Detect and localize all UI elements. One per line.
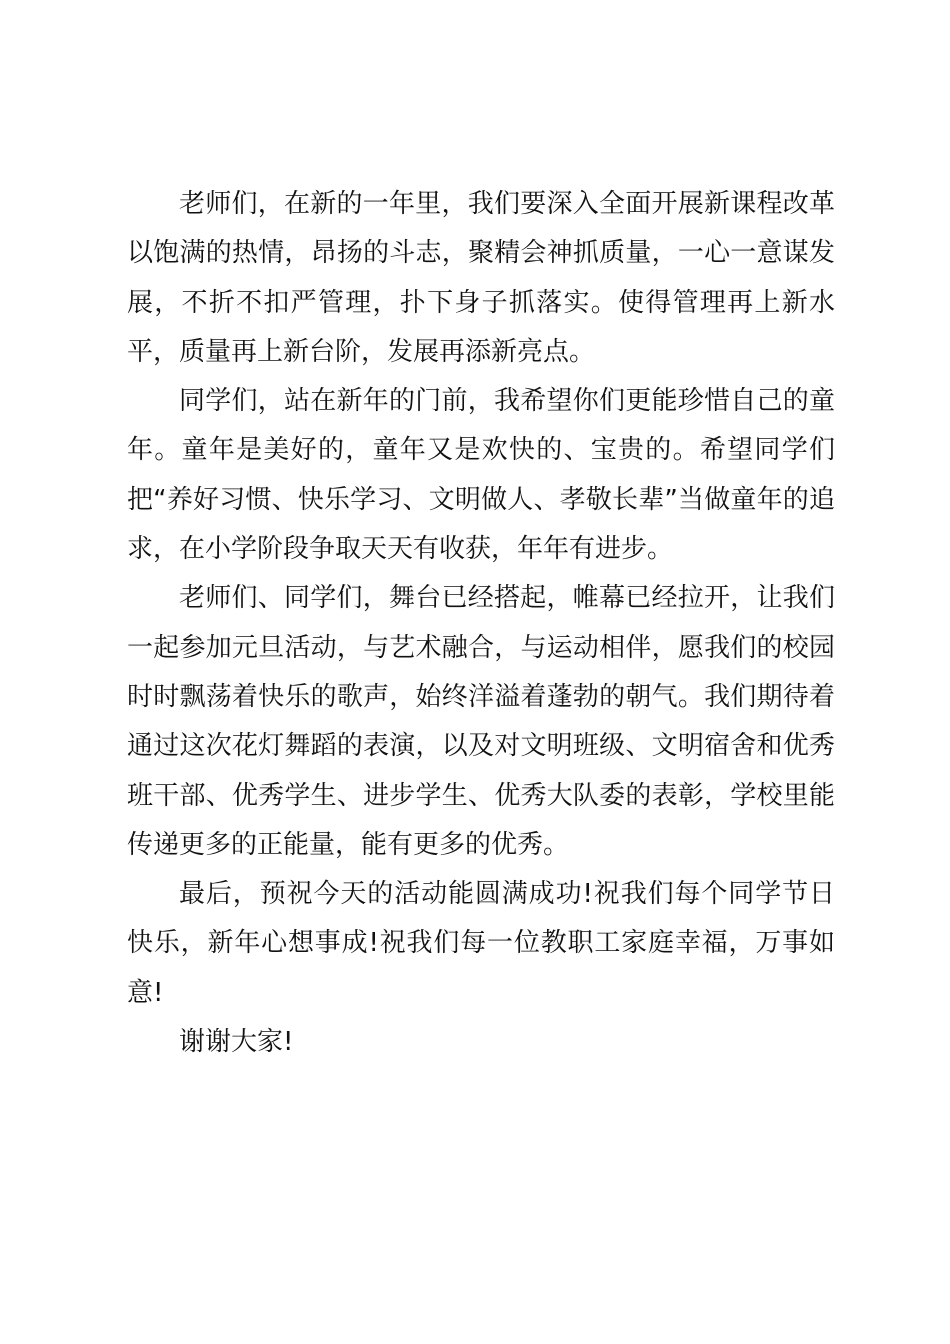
paragraph-teachers: 老师们，在新的一年里，我们要深入全面开展新课程改革以饱满的热情，昂扬的斗志，聚精会神抓质量，一心一意谋发展，不折不扣严管理，扑下身子抓落实。使得管理再上新水平，质量再上新台阶，发展再添新亮点。 — [127, 189, 835, 367]
paragraph-students: 同学们，站在新年的门前，我希望你们更能珍惜自己的童年。童年是美好的，童年又是欢快的、宝贵的。希望同学们把“养好习惯、快乐学习、文明做人、孝敬长辈”当做童年的追求，在小学阶段争取天天有收获，年年有进步。 — [127, 386, 835, 565]
paragraph-thanks: 谢谢大家! — [179, 1027, 294, 1058]
document-body — [127, 180, 835, 1067]
paragraph-wishes: 最后，预祝今天的活动能圆满成功!祝我们每个同学节日快乐，新年心想事成!祝我们每一位教职工家庭幸福，万事如意! — [127, 879, 835, 1008]
paragraph-activity: 老师们、同学们，舞台已经搭起，帷幕已经拉开，让我们一起参加元旦活动，与艺术融合，与运动相伴，愿我们的校园时时飘荡着快乐的歌声，始终洋溢着蓬勃的朝气。我们期待着通过这次花灯舞蹈的表演，以及对文明班级、文明宿舍和优秀班干部、优秀学生、进步学生、优秀大队委的表彰，学校里能传递更多的正能量，能有更多的优秀。 — [127, 583, 835, 860]
